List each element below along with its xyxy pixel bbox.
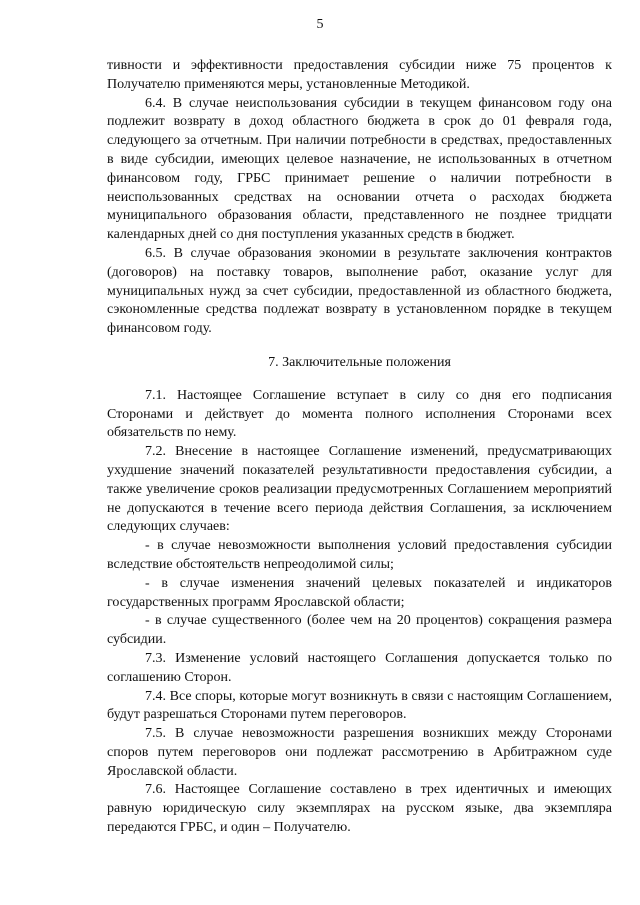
paragraph-7-3: 7.3. Изменение условий настоящего Соглашения допускается только по соглашению Сторон. <box>107 650 612 685</box>
list-item: - в случае невозможности выполнения условий предоставления субсидии вследствие обстоятельств непреодолимой силы; <box>107 538 612 572</box>
page-number: 5 <box>316 17 324 32</box>
paragraph-6-4: 6.4. В случае неиспользования субсидии в текущем финансовом году она подлежит возврату в доход областного бюджета в срок до 01 февраля года, следующего за отчетным. При наличии потребности в средствах, предоставленных в виде субсидии, имеющих целевое назначение, не использованных в отчетном финансовом году, ГРБС принимает решение о наличии потребности в неиспользованных средствах на основании отчета о расходах бюджета муниципального образования области, представленного не позднее тридцати календарных дней со дня поступления указанных средств в бюджет. <box>107 95 612 243</box>
paragraph-7-6: 7.6. Настоящее Соглашение составлено в трех идентичных и имеющих равную юридическую силу экземплярах на русском языке, два экземпляра передаются ГРБС, и один – Получателю. <box>107 782 612 836</box>
paragraph-7-2: 7.2. Внесение в настоящее Соглашение изменений, предусматривающих ухудшение значений показателей результативности предоставления субсидии, а также увеличение сроков реализации предусмотренных Соглашением мероприятий не допускаются в течение всего периода действия Соглашения, за исключением следующих случаев: <box>107 444 612 535</box>
section-title: 7. Заключительные положения <box>268 354 451 370</box>
document-body <box>107 57 612 838</box>
paragraph-7-1: 7.1. Настоящее Соглашение вступает в силу со дня его подписания Сторонами и действует до момента полного исполнения Сторонами всех обязательств по нему. <box>107 387 612 441</box>
paragraph-6-5: 6.5. В случае образования экономии в результате заключения контрактов (договоров) на поставку товаров, выполнение работ, оказание услуг для муниципальных нужд за счет субсидии, предоставленной из областного бюджета, сэкономленные средства подлежат возврату в установленном порядке в текущем финансовом году. <box>107 245 612 337</box>
list-item: - в случае изменения значений целевых показателей и индикаторов государственных программ Ярославской области; <box>107 575 612 610</box>
list-item: - в случае существенного (более чем на 20 процентов) сокращения размера субсидии. <box>107 613 612 648</box>
paragraph-7-4: 7.4. Все споры, которые могут возникнуть в связи с настоящим Соглашением, будут разрешаться Сторонами путем переговоров. <box>107 688 612 723</box>
paragraph: тивности и эффективности предоставления субсидии ниже 75 процентов к Получателю применяются меры, установленные Методикой. <box>107 58 612 92</box>
paragraph-7-5: 7.5. В случае невозможности разрешения возникших между Сторонами споров путем переговоров они подлежат рассмотрению в Арбитражном суде Ярославской области. <box>107 726 612 779</box>
